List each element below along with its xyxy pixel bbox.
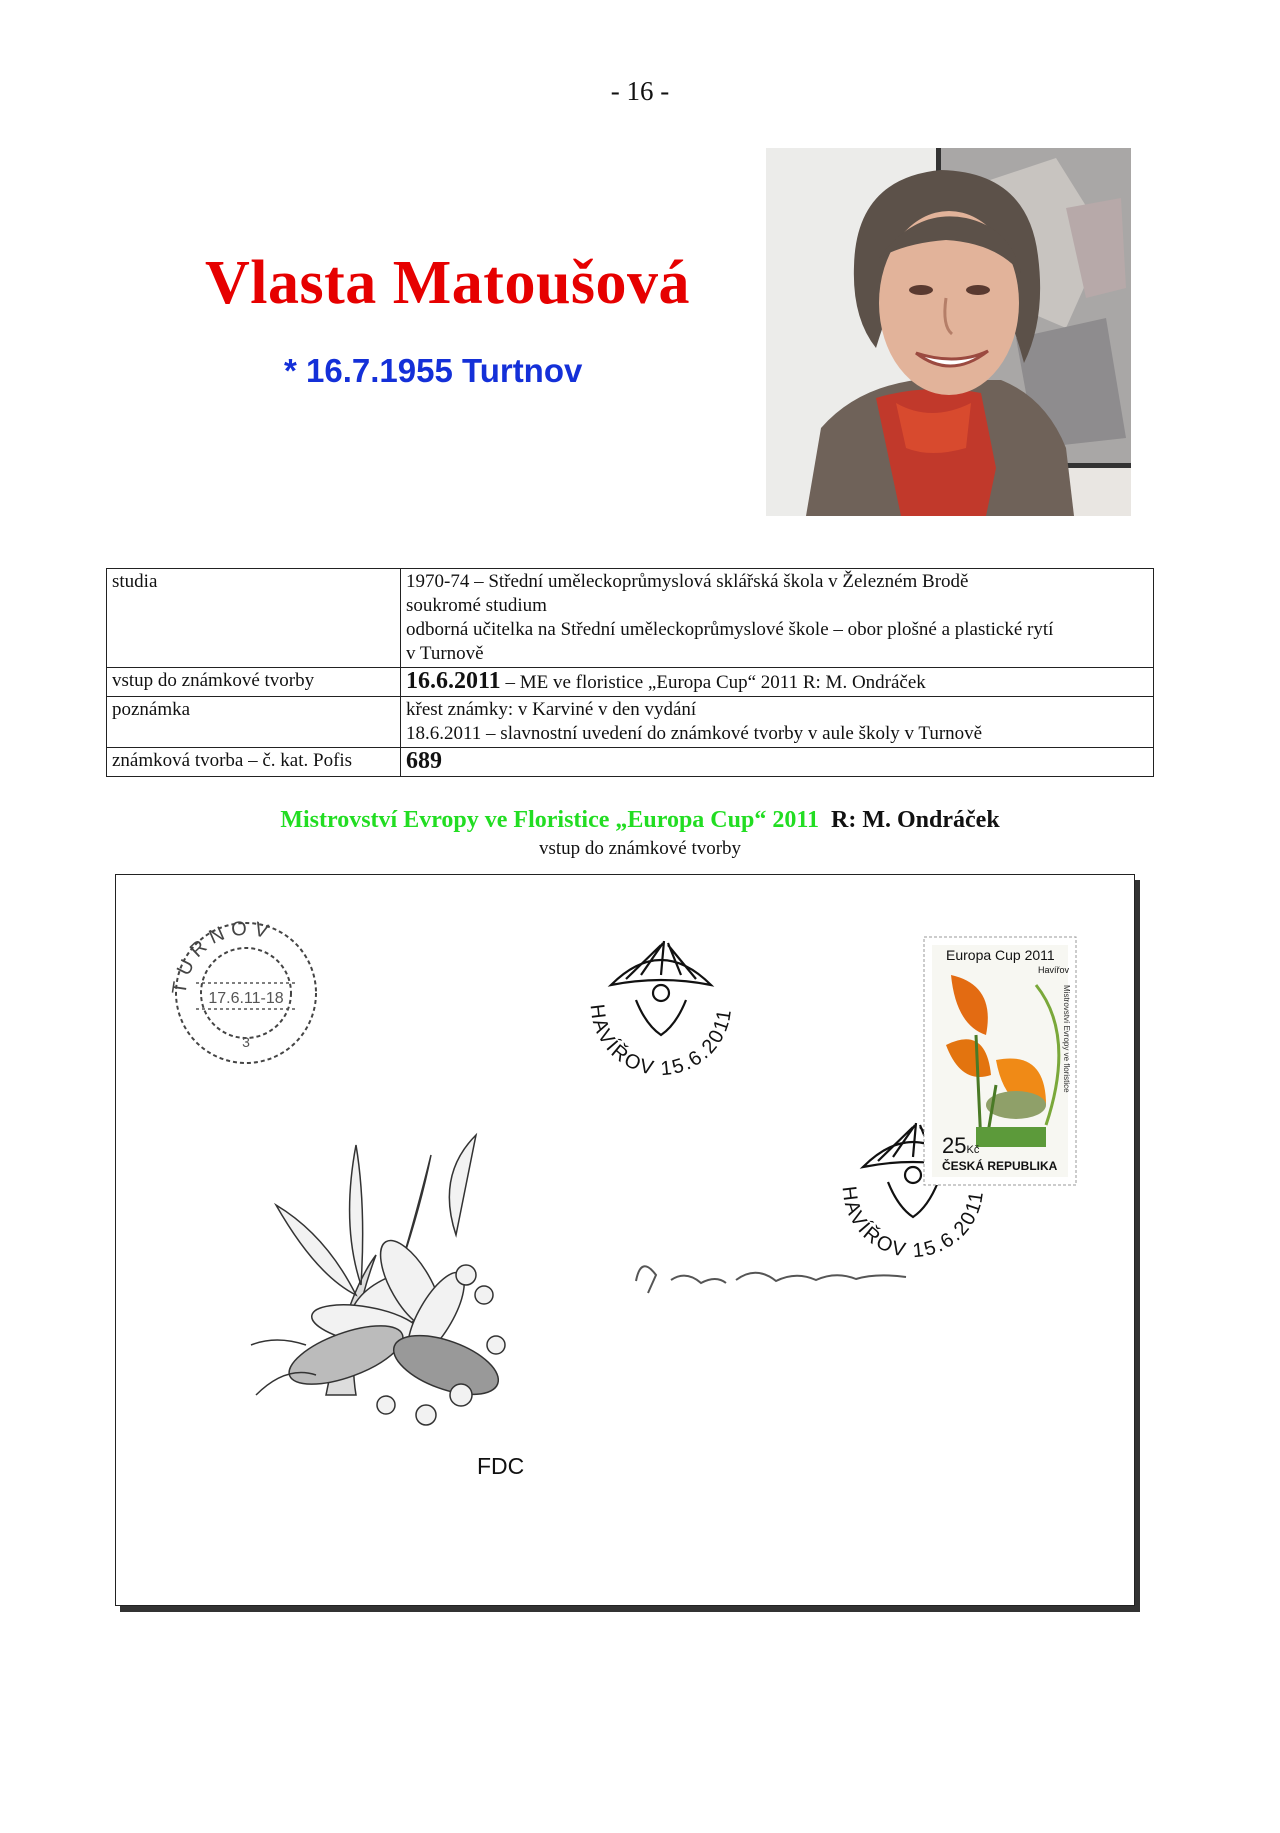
cancel-1-text: HAVÍŘOV 15.6.2011 — [585, 1002, 737, 1081]
signature — [636, 1266, 906, 1293]
info-table — [106, 568, 1154, 777]
row-value — [401, 668, 1154, 697]
caption-engraver: R: M. Ondráček — [831, 807, 1000, 833]
row-value — [401, 697, 1154, 748]
fdc-envelope — [115, 874, 1135, 1606]
postage-stamp — [924, 937, 1076, 1185]
person-name: Vlasta Matoušová — [205, 249, 691, 317]
study-line: odborná učitelka na Střední uměleckoprůmyslové škole – obor plošné a plastické rytí — [406, 619, 1054, 640]
table-row — [107, 668, 1154, 697]
row-label: známková tvorba – č. kat. Pofis — [107, 748, 401, 777]
study-line: v Turnově — [406, 643, 484, 664]
page-number: - 16 - — [610, 76, 670, 106]
stamp-value: 25Kč — [942, 1133, 980, 1158]
fdc-label: FDC — [477, 1453, 525, 1479]
row-label: poznámka — [107, 697, 401, 748]
stamp-city: Havířov — [1038, 965, 1070, 975]
stamp-title: Europa Cup 2011 — [946, 947, 1055, 963]
table-row — [107, 569, 1154, 668]
caption-title: Mistrovství Evropy ve Floristice „Europa Cup“ 2011 — [280, 807, 820, 833]
lily-illustration — [251, 1135, 506, 1425]
person-birth: * 16.7.1955 Turtnov — [284, 352, 583, 389]
cancel-2-text: HAVÍŘOV 15.6.2011 — [837, 1184, 989, 1263]
fdc-subcaption: vstup do známkové tvorby — [538, 838, 742, 859]
postmark-turnov-date: 17.6.11-18 — [208, 990, 284, 1007]
row-value — [401, 748, 1154, 777]
note-line: křest známky: v Karviné v den vydání — [406, 699, 697, 720]
entry-text: – ME ve floristice „Europa Cup“ 2011 R: M. Ondráček — [500, 672, 926, 693]
stamp-side-text: Mistrovství Evropy ve floristice — [1062, 985, 1071, 1093]
table-row — [107, 697, 1154, 748]
row-label: studia — [107, 569, 401, 668]
havirov-cancel-1 — [611, 941, 711, 1035]
postmark-turnov-label: TURNOV — [168, 917, 277, 996]
portrait-photo — [766, 148, 1131, 516]
row-label: vstup do známkové tvorby — [107, 668, 401, 697]
postmark-turnov-number: 3 — [242, 1034, 250, 1050]
note-line: 18.6.2011 – slavnostní uvedení do známkové tvorby v aule školy v Turnově — [406, 723, 983, 744]
study-line: 1970-74 – Střední uměleckoprůmyslová sklářská škola v Železném Brodě — [406, 571, 969, 592]
row-value — [401, 569, 1154, 668]
fdc-caption — [0, 807, 1280, 834]
study-line: soukromé studium — [406, 595, 547, 616]
catalog-number: 689 — [406, 748, 442, 774]
stamp-country: ČESKÁ REPUBLIKA — [942, 1159, 1058, 1173]
entry-date: 16.6.2011 — [406, 668, 501, 694]
table-row — [107, 748, 1154, 777]
